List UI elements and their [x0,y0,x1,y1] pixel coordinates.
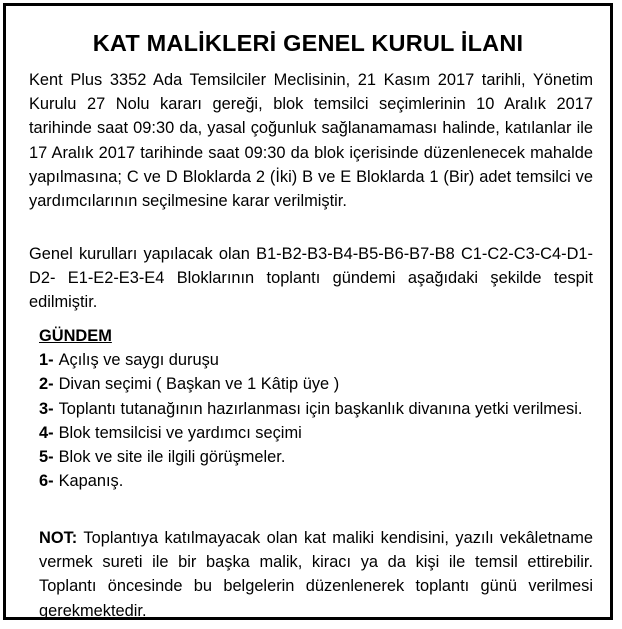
agenda-item [39,421,599,445]
agenda-item-text: Toplantı tutanağının hazırlanması için başkanlık divanına yetki verilmesi. [58,399,583,418]
agenda-item [39,445,599,469]
agenda-item-number: 5- [39,448,54,467]
agenda-item-number: 3- [39,399,54,418]
paragraph-blocks: Genel kurulları yapılacak olan B1-B2-B3-B4-B5-B6-B7-B8 C1-C2-C3-C4-D1-D2- E1-E2-E3-E4 Bloklarının toplantı gündemi aşağıdaki şekilde tespit edilmiştir. [29,245,593,312]
note-label: NOT: [39,529,78,547]
agenda-item-text: Divan seçimi ( Başkan ve 1 Kâtip üye ) [58,375,340,394]
agenda-item [39,397,599,421]
agenda [39,324,599,493]
agenda-item-text: Blok ve site ile ilgili görüşmeler. [58,448,286,467]
note-text: Toplantıya katılmayacak olan kat maliki kendisini, yazılı vekâletname vermek sureti ile bir başka malik, kiracı ya da kişi ile temsil ettirebilir. Toplantı öncesinde bu belgelerin düzenlenerek toplantı günü verilmesi gerekmektedir. [39,529,593,620]
paragraph-announcement: Kent Plus 3352 Ada Temsilciler Meclisinin, 21 Kasım 2017 tarihli, Yönetim Kurulu 27 Nolu kararı gereği, blok temsilci seçimlerinin 10 Aralık 2017 tarihinde saat 09:30 da, yasal çoğunluk sağlanamaması halinde, katılanlar ile 17 Aralık 2017 tarihinde saat 09:30 da blok içerisinde düzenlenecek mahalde yapılmasına; C ve D Bloklarda 2 (İki) B ve E Bloklarda 1 (Bir) adet temsilci ve yardımcılarının seçilmesine karar verilmiştir. [29,71,593,211]
notice-title: KAT MALİKLERİ GENEL KURUL İLANI [92,30,524,56]
agenda-item-number: 1- [39,351,54,370]
agenda-item [39,469,599,493]
agenda-item [39,372,599,396]
agenda-item-text: Blok temsilcisi ve yardımcı seçimi [58,423,302,442]
agenda-item-number: 2- [39,375,54,394]
agenda-item-number: 4- [39,423,54,442]
agenda-item-text: Açılış ve saygı duruşu [58,351,219,370]
note [39,526,593,623]
agenda-heading: GÜNDEM [39,327,112,345]
agenda-item [39,348,599,372]
notice-frame [3,3,613,620]
agenda-item-number: 6- [39,472,54,491]
agenda-item-text: Kapanış. [58,472,124,491]
